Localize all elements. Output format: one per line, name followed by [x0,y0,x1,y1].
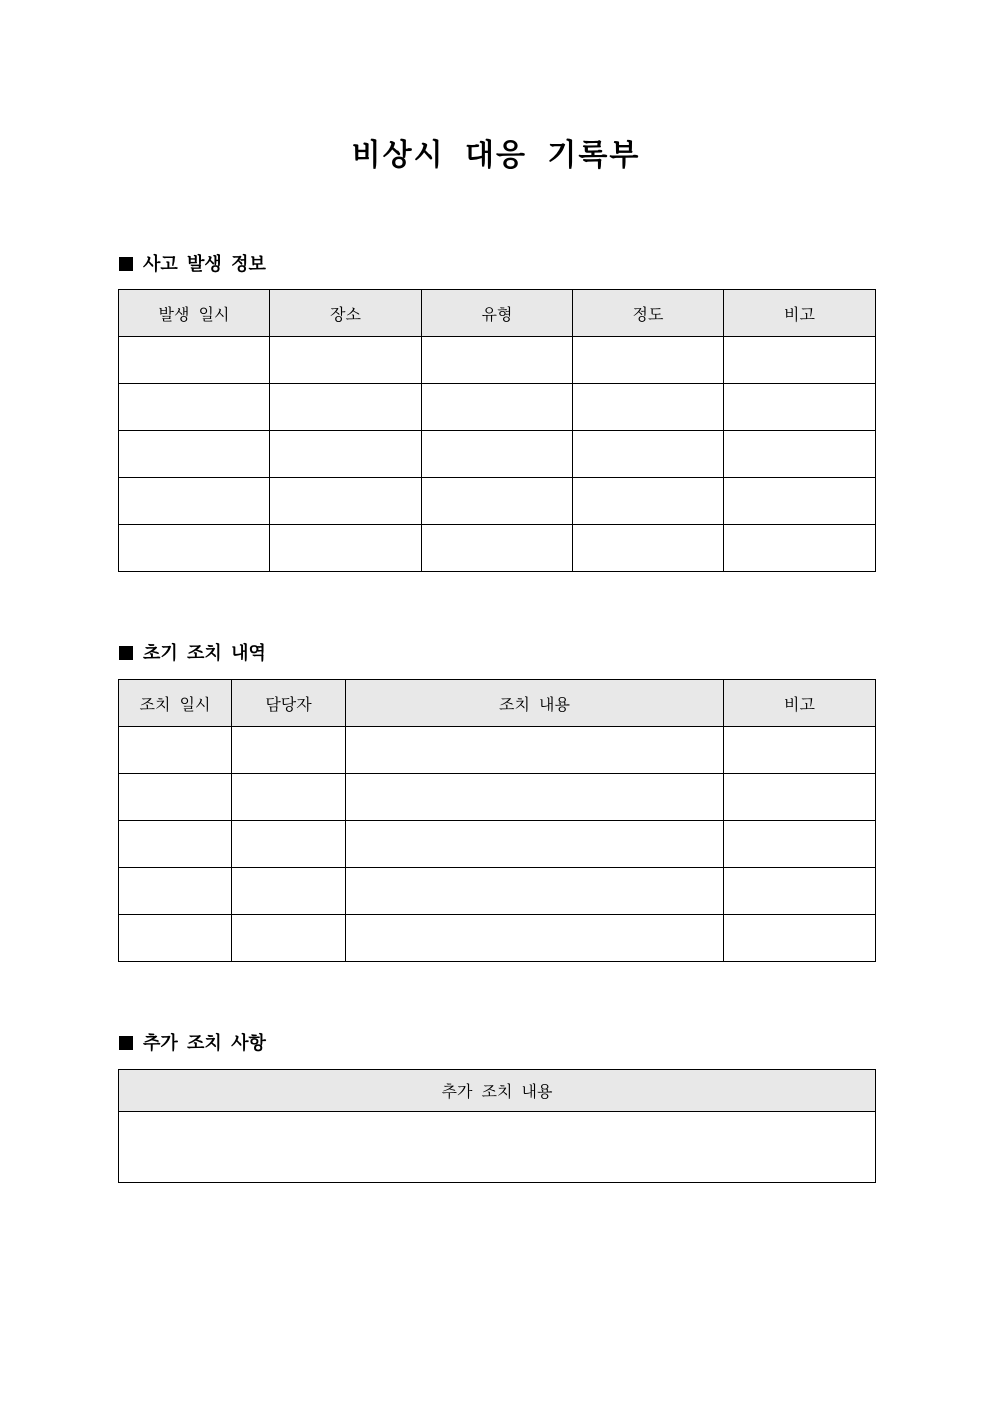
table-row [119,868,876,915]
action-col-remarks: 비고 [724,680,876,727]
table-row [119,774,876,821]
table-row [119,727,876,774]
incident-cell-severity[interactable] [573,431,724,478]
action-col-details: 조치 내용 [346,680,724,727]
initial-action-section-heading [119,642,266,666]
incident-cell-type[interactable] [422,525,573,572]
incident-cell-location[interactable] [270,478,422,525]
incident-cell-severity[interactable] [573,525,724,572]
incident-cell-location[interactable] [270,384,422,431]
action-cell-datetime[interactable] [119,821,232,868]
incident-cell-severity[interactable] [573,478,724,525]
action-cell-remarks[interactable] [724,915,876,962]
incident-cell-location[interactable] [270,525,422,572]
incident-cell-datetime[interactable] [119,478,270,525]
action-col-person-in-charge: 담당자 [232,680,346,727]
incident-cell-remarks[interactable] [724,478,876,525]
action-cell-remarks[interactable] [724,774,876,821]
incident-cell-datetime[interactable] [119,431,270,478]
incident-cell-datetime[interactable] [119,525,270,572]
incident-cell-location[interactable] [270,337,422,384]
action-cell-person-in-charge[interactable] [232,821,346,868]
additional-action-col-details: 추가 조치 내용 [119,1070,876,1112]
additional-action-table [118,1069,876,1183]
action-cell-details[interactable] [346,868,724,915]
action-cell-datetime[interactable] [119,774,232,821]
incident-cell-remarks[interactable] [724,431,876,478]
action-cell-datetime[interactable] [119,915,232,962]
incident-cell-type[interactable] [422,384,573,431]
square-bullet-icon [119,1036,133,1050]
action-col-datetime: 조치 일시 [119,680,232,727]
action-cell-person-in-charge[interactable] [232,868,346,915]
incident-table-header-row [119,290,876,337]
initial-action-table [118,679,876,962]
action-cell-person-in-charge[interactable] [232,915,346,962]
incident-section-heading [119,253,266,277]
incident-col-severity: 정도 [573,290,724,337]
incident-cell-severity[interactable] [573,337,724,384]
table-row [119,384,876,431]
table-row [119,337,876,384]
square-bullet-icon [119,646,133,660]
table-row [119,1112,876,1183]
incident-cell-remarks[interactable] [724,384,876,431]
additional-action-table-header-row [119,1070,876,1112]
additional-action-section-heading [119,1032,266,1056]
incident-cell-remarks[interactable] [724,337,876,384]
incident-cell-remarks[interactable] [724,525,876,572]
action-cell-details[interactable] [346,727,724,774]
incident-cell-type[interactable] [422,478,573,525]
action-cell-details[interactable] [346,774,724,821]
additional-action-section-heading-text: 추가 조치 사항 [143,1033,266,1054]
action-cell-datetime[interactable] [119,868,232,915]
action-cell-details[interactable] [346,821,724,868]
incident-cell-type[interactable] [422,337,573,384]
square-bullet-icon [119,257,133,271]
incident-col-remarks: 비고 [724,290,876,337]
incident-cell-severity[interactable] [573,384,724,431]
initial-action-section-heading-text: 초기 조치 내역 [143,643,266,664]
action-cell-person-in-charge[interactable] [232,774,346,821]
table-row [119,478,876,525]
initial-action-table-header-row [119,680,876,727]
incident-cell-type[interactable] [422,431,573,478]
incident-col-location: 장소 [270,290,422,337]
additional-action-content-cell[interactable] [119,1112,876,1183]
incident-col-datetime: 발생 일시 [119,290,270,337]
action-cell-remarks[interactable] [724,821,876,868]
page-title: 비상시 대응 기록부 [351,138,641,173]
incident-col-type: 유형 [422,290,573,337]
action-cell-person-in-charge[interactable] [232,727,346,774]
table-row [119,915,876,962]
incident-table [118,289,876,572]
incident-cell-datetime[interactable] [119,384,270,431]
incident-cell-datetime[interactable] [119,337,270,384]
table-row [119,525,876,572]
action-cell-datetime[interactable] [119,727,232,774]
table-row [119,821,876,868]
incident-cell-location[interactable] [270,431,422,478]
table-row [119,431,876,478]
action-cell-remarks[interactable] [724,727,876,774]
action-cell-details[interactable] [346,915,724,962]
action-cell-remarks[interactable] [724,868,876,915]
incident-section-heading-text: 사고 발생 정보 [143,254,266,275]
